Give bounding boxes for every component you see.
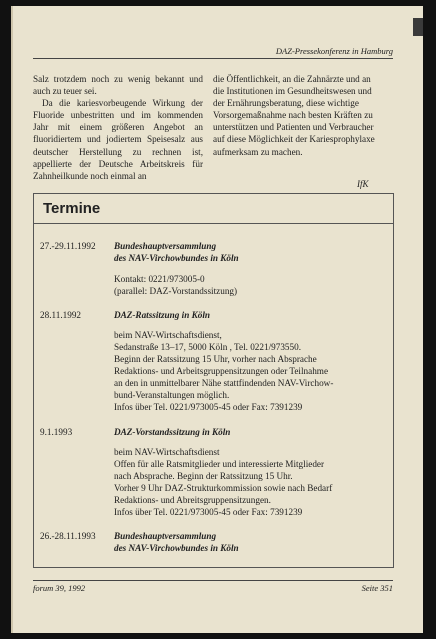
page-footer xyxy=(33,580,393,593)
event-detail-line: beim NAV-Wirtschaftsdienst, xyxy=(114,330,222,340)
termine-box xyxy=(33,193,394,568)
right-column xyxy=(213,73,381,158)
event-title xyxy=(114,426,230,438)
event-title-line: des NAV-Virchowbundes in Köln xyxy=(114,543,239,553)
event-details xyxy=(114,273,386,297)
event-details xyxy=(114,329,386,413)
event-title-line: des NAV-Virchowbundes in Köln xyxy=(114,253,239,263)
event-details xyxy=(114,446,386,518)
event-date: 26.-28.11.1993 xyxy=(40,531,96,541)
page-edge-tab xyxy=(413,18,423,36)
divider xyxy=(34,223,393,224)
event-title-line: DAZ-Vorstandssitzung in Köln xyxy=(114,427,231,437)
event-title xyxy=(114,240,239,264)
event-detail-line: Beginn der Ratssitzung 15 Uhr, vorher nach Absprache xyxy=(114,354,317,364)
page-number: Seite 351 xyxy=(361,583,393,593)
paragraph: Da die kariesvorbeugende Wirkung der Fluoride unbestritten und im kommenden Jahr mit einem größeren Angebot an fluoridiertem und jodiertem Speisesalz aus deutscher Herstellung zu rechnen ist, appellierte der Deutsche Arbeitskreis für Zahnheilkunde noch einmal an xyxy=(33,98,203,181)
event-date: 28.11.1992 xyxy=(40,310,82,320)
event-detail-line: Offen für alle Ratsmitglieder und interessierte Mitglieder xyxy=(114,459,325,469)
event-detail-line: Infos über Tel. 0221/973005-45 oder Fax: 7391239 xyxy=(114,402,303,412)
event-title xyxy=(114,309,210,321)
event-detail-line: (parallel: DAZ-Vorstandssitzung) xyxy=(114,286,238,296)
paragraph: die Öffentlichkeit, an die Zahnärzte und an die Institutionen im Gesundheitswesen und der Ernährungsberatung, diese wichtige Vorsorgemaßnahme nach besten Kräften zu unterstützen und Patienten und Verbraucher auf diese Möglichkeit der Kariesprophylaxe aufmerksam zu machen. xyxy=(213,74,375,157)
author-signature: IfK xyxy=(357,179,369,189)
event-detail-line: Infos über Tel. 0221/973005-45 oder Fax: 7391239 xyxy=(114,507,303,517)
document-page xyxy=(11,6,423,633)
journal-issue: forum 39, 1992 xyxy=(33,583,86,593)
paragraph: Salz trotzdem noch zu wenig bekannt und auch zu teuer sei. xyxy=(33,74,203,97)
event-title-line: Bundeshauptversammlung xyxy=(114,531,217,541)
event-detail-line: beim NAV-Wirtschaftsdienst xyxy=(114,447,220,457)
event-detail-line: Kontakt: 0221/973005-0 xyxy=(114,274,205,284)
event-detail-line: nach Absprache. Beginn der Ratssitzung 15 Uhr. xyxy=(114,471,293,481)
event-title-line: Bundeshauptversammlung xyxy=(114,241,217,251)
event-detail-line: Sedanstraße 13–17, 5000 Köln , Tel. 0221/973550. xyxy=(114,342,302,352)
event-detail-line: Redaktions- und Arbeitsgruppensitzungen oder Teilnahme xyxy=(114,366,329,376)
event-detail-line: an den in unmittelbarer Nähe stattfindenden NAV-Virchow- xyxy=(114,378,334,388)
running-header: DAZ-Pressekonferenz in Hamburg xyxy=(33,46,393,59)
event-date: 9.1.1993 xyxy=(40,427,73,437)
event-detail-line: Vorher 9 Uhr DAZ-Strukturkommission sowie nach Bedarf xyxy=(114,483,333,493)
event-detail-line: Redaktions- und Abreitsgruppensitzungen. xyxy=(114,495,271,505)
event-detail-line: bund-Veranstaltungen möglich. xyxy=(114,390,230,400)
event-title-line: DAZ-Ratssitzung in Köln xyxy=(114,310,210,320)
left-column xyxy=(33,73,203,182)
event-title xyxy=(114,530,239,554)
event-date: 27.-29.11.1992 xyxy=(40,241,96,251)
termine-heading: Termine xyxy=(43,200,101,217)
